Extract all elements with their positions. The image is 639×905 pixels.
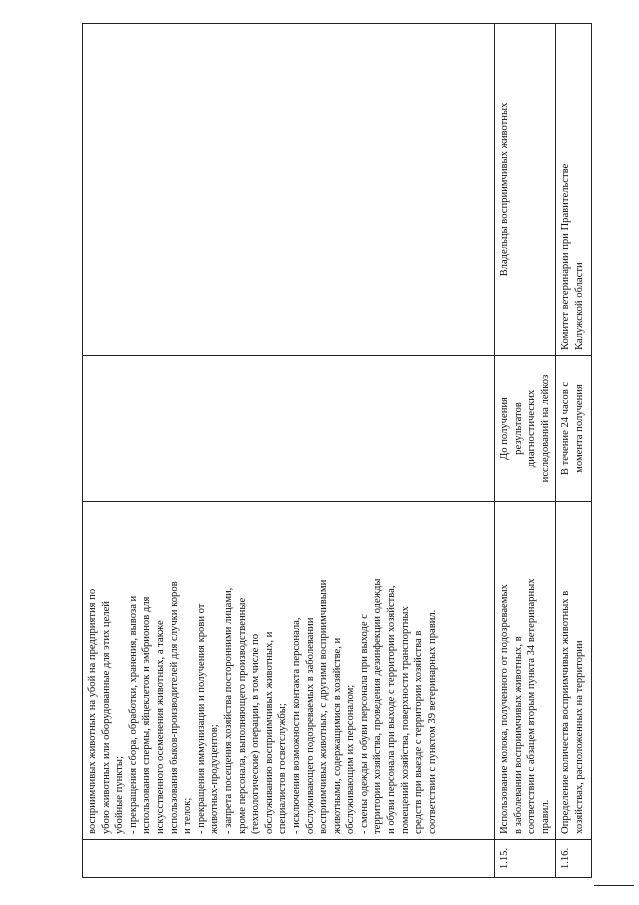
text-line: искусственного осеменения животных, а также — [154, 620, 166, 834]
text-line: - прекращения иммунизации и получения крови от — [195, 603, 207, 834]
text-line: обслуживающего подозреваемых в заболевании — [304, 617, 316, 834]
text-line: соответствии с абзацем вторым пункта 34 ветеринарных — [526, 578, 538, 834]
responsible-cell: Владельцы восприимчивых животных — [495, 24, 556, 356]
text-line: Комитет ветеринарии при Правительстве — [560, 163, 572, 350]
text-line: животных-продуцентов; — [209, 724, 221, 834]
text-line: момента получения — [573, 384, 585, 473]
text-line: диагностических — [526, 389, 538, 468]
text-line: и телок; — [182, 797, 194, 834]
term-cell — [556, 356, 592, 502]
table-row — [83, 24, 495, 878]
row-number — [83, 840, 495, 878]
text-line: убою животных или оборудованные для этих целей — [100, 601, 112, 834]
text-line: обслуживанию восприимчивых животных, и — [263, 631, 275, 834]
text-line: восприимчивых животных на убой на предприятия по — [87, 588, 98, 834]
text-line: хозяйствах, расположенных на территории — [573, 640, 585, 834]
text-line: и обуви персонала при выходе с территории хозяйства, — [386, 585, 398, 834]
measure-cell — [495, 502, 556, 840]
text-line: В течение 24 часов с — [560, 381, 572, 476]
text-line: использования быков-производителей для случки коров — [168, 581, 180, 834]
page-bottom-rule — [594, 885, 634, 886]
term-cell — [495, 356, 556, 502]
responsible-cell — [556, 24, 592, 356]
text-line: - исключения возможности контакта персонала, — [290, 617, 302, 834]
text-line: специалистов госветслужбы; — [277, 703, 289, 834]
text-line: До получения — [499, 397, 510, 460]
row-number: 1.15. — [495, 840, 556, 878]
term-cell — [83, 356, 495, 502]
text-line: помещений хозяйства, поверхности транспортных — [399, 606, 411, 834]
row-number: 1.16. — [556, 840, 592, 878]
text-line: территории хозяйства, проведения дезинфекции одежды — [372, 578, 384, 834]
measure-cell — [556, 502, 592, 840]
text-line: в заболевании восприимчивых животных, в — [512, 636, 524, 834]
measures-table — [82, 23, 592, 878]
measure-cell — [83, 502, 495, 840]
table-row — [495, 24, 556, 878]
table-row — [556, 24, 592, 878]
text-line: - прекращения сбора, обработки, хранения, вывоза и — [127, 595, 139, 834]
text-line: кроме персонала, выполняющего производственные — [236, 597, 248, 834]
text-line: средств при выезде с территории хозяйства в — [413, 630, 425, 834]
text-line: обслуживающим их персоналом; — [345, 684, 357, 834]
text-line: правил. — [539, 799, 551, 834]
text-line: убойные пункты; — [114, 756, 126, 834]
text-line: животными, содержащимися в хозяйстве, и — [331, 637, 343, 834]
responsible-cell — [83, 24, 495, 356]
text-line: использования спермы, яйцеклеток и эмбрионов для — [141, 596, 153, 834]
text-line: Калужской области — [573, 262, 585, 350]
text-line: Определение количества восприимчивых животных в — [560, 590, 572, 834]
text-line: результатов — [512, 402, 524, 455]
text-line: Использование молока, полученного от подозреваемых — [499, 584, 510, 834]
text-line: - запрета посещения хозяйства посторонними лицами, — [222, 587, 234, 834]
text-line: восприимчивых животных, с другими восприимчивыми — [318, 579, 330, 834]
text-line: исследований на лейкоз — [539, 374, 551, 483]
text-line: (технологические) операции, в том числе по — [250, 634, 262, 834]
text-line: - смены одежды и обуви персонала при выходе с — [358, 614, 370, 834]
text-line: соответствии с пунктом 39 ветеринарных правил. — [426, 609, 438, 834]
